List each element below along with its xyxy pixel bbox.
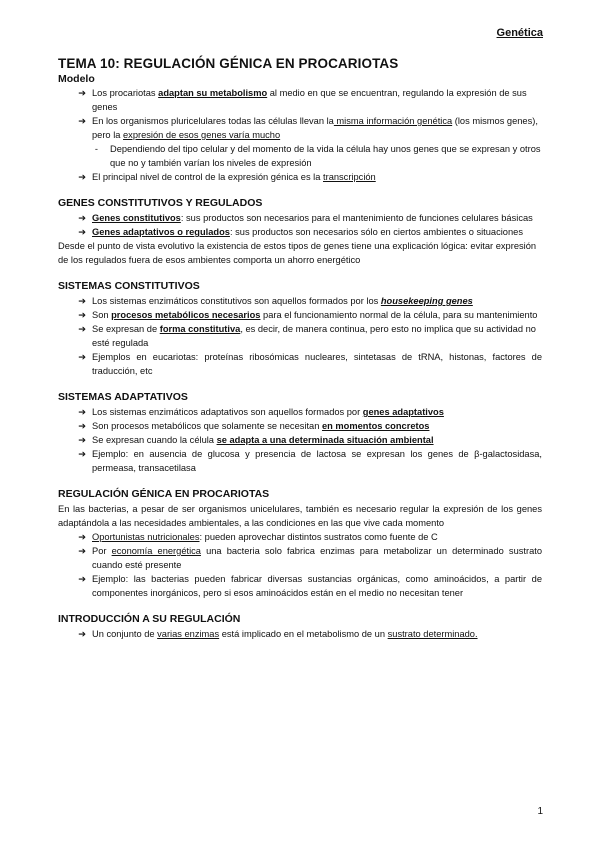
arrow-icon: ➔ — [78, 116, 86, 126]
arrow-icon: ➔ — [78, 421, 86, 431]
regulacion-heading: REGULACIÓN GÉNICA EN PROCARIOTAS — [58, 488, 270, 500]
arrow-icon: ➔ — [78, 435, 86, 445]
list-item: ➔ El principal nivel de control de la expresión génica es la transcripción — [58, 170, 542, 184]
list-item: ➔ Ejemplos en eucariotas: proteínas ribosómicas nucleares, sintetasas de tRNA, histonas, factores de traducción, etc — [58, 350, 542, 378]
modelo-list — [58, 86, 542, 184]
list-item: ➔ Los procariotas adaptan su metabolismo al medio en que se encuentran, regulando la expresión de sus genes — [58, 86, 542, 114]
arrow-icon: ➔ — [78, 88, 86, 98]
list-item: ➔ Los sistemas enzimáticos constitutivos son aquellos formados por los housekeeping genes — [58, 294, 542, 308]
arrow-icon: ➔ — [78, 227, 86, 237]
arrow-icon: ➔ — [78, 296, 86, 306]
arrow-icon: ➔ — [78, 546, 86, 556]
list-item: ➔ Oportunistas nutricionales: pueden aprovechar distintos sustratos como fuente de C — [58, 530, 542, 544]
header-subject: Genética — [496, 27, 543, 39]
genes-paragraph: Desde el punto de vista evolutivo la existencia de estos tipos de genes tiene una explicación lógica: evitar expresión de los regulados fuera de esos ambientes comporta un ahorro energético — [58, 241, 537, 265]
intro-heading: INTRODUCCIÓN A SU REGULACIÓN — [58, 613, 241, 625]
list-item: ➔ Los sistemas enzimáticos adaptativos son aquellos formados por genes adaptativos — [58, 405, 542, 419]
sist-adapt-list — [58, 405, 542, 475]
sist-const-heading: SISTEMAS CONSTITUTIVOS — [58, 280, 200, 292]
list-item: ➔ Por economía energética una bacteria solo fabrica enzimas para metabolizar un determinado sustrato cuando esté presente — [58, 544, 542, 572]
arrow-icon: ➔ — [78, 449, 86, 459]
arrow-icon: ➔ — [78, 324, 86, 334]
arrow-icon: ➔ — [78, 213, 86, 223]
list-item: ➔ Ejemplo: las bacterias pueden fabricar diversas sustancias orgánicas, como aminoácidos, a partir de componentes inorgánicos, pero si esos aminoácidos están en el medio no necesitan tener — [58, 572, 542, 600]
dash-bullet: - — [94, 144, 98, 154]
arrow-icon: ➔ — [78, 310, 86, 320]
list-item: ➔ En los organismos pluricelulares todas las células llevan la misma información genética (los mismos genes), pero la expresión de esos genes varía mucho — [58, 114, 542, 142]
sist-const-list — [58, 294, 542, 378]
modelo-heading: Modelo — [58, 73, 95, 85]
sub-list-item: - Dependiendo del tipo celular y del momento de la vida la célula hay unos genes que se expresan y otros que no y también varían los niveles de expresión — [58, 142, 542, 170]
page-title: TEMA 10: REGULACIÓN GÉNICA EN PROCARIOTAS — [58, 56, 399, 71]
arrow-icon: ➔ — [78, 352, 86, 362]
content — [58, 56, 542, 641]
page-number: 1 — [537, 806, 543, 817]
list-item: ➔ Genes constitutivos: sus productos son necesarios para el mantenimiento de funciones celulares básicas — [58, 211, 542, 225]
arrow-icon: ➔ — [78, 407, 86, 417]
genes-list — [58, 211, 542, 239]
genes-heading: GENES CONSTITUTIVOS Y REGULADOS — [58, 197, 263, 209]
arrow-icon: ➔ — [78, 574, 86, 584]
list-item: ➔ Un conjunto de varias enzimas está implicado en el metabolismo de un sustrato determinado. — [58, 627, 542, 641]
list-item: ➔ Genes adaptativos o regulados: sus productos son necesarios sólo en ciertos ambientes o situaciones — [58, 225, 542, 239]
arrow-icon: ➔ — [78, 172, 86, 182]
list-item: ➔ Se expresan cuando la célula se adapta a una determinada situación ambiental — [58, 433, 542, 447]
sist-adapt-heading: SISTEMAS ADAPTATIVOS — [58, 391, 188, 403]
intro-list — [58, 627, 542, 641]
regulacion-list — [58, 530, 542, 600]
list-item: ➔ Ejemplo: en ausencia de glucosa y presencia de lactosa se expresan los genes de β-galactosidasa, permeasa, transacetilasa — [58, 447, 542, 475]
list-item: ➔ Son procesos metabólicos necesarios para el funcionamiento normal de la célula, para su mantenimiento — [58, 308, 542, 322]
arrow-icon: ➔ — [78, 629, 86, 639]
arrow-icon: ➔ — [78, 532, 86, 542]
list-item: ➔ Se expresan de forma constitutiva, es decir, de manera continua, pero esto no implica que su actividad no esté regulada — [58, 322, 542, 350]
list-item: ➔ Son procesos metabólicos que solamente se necesitan en momentos concretos — [58, 419, 542, 433]
regulacion-paragraph: En las bacterias, a pesar de ser organismos unicelulares, también es necesario regular la expresión de los genes adaptándola a las necesidades ambientales, a las condiciones en las que vive cada momento — [58, 504, 542, 528]
